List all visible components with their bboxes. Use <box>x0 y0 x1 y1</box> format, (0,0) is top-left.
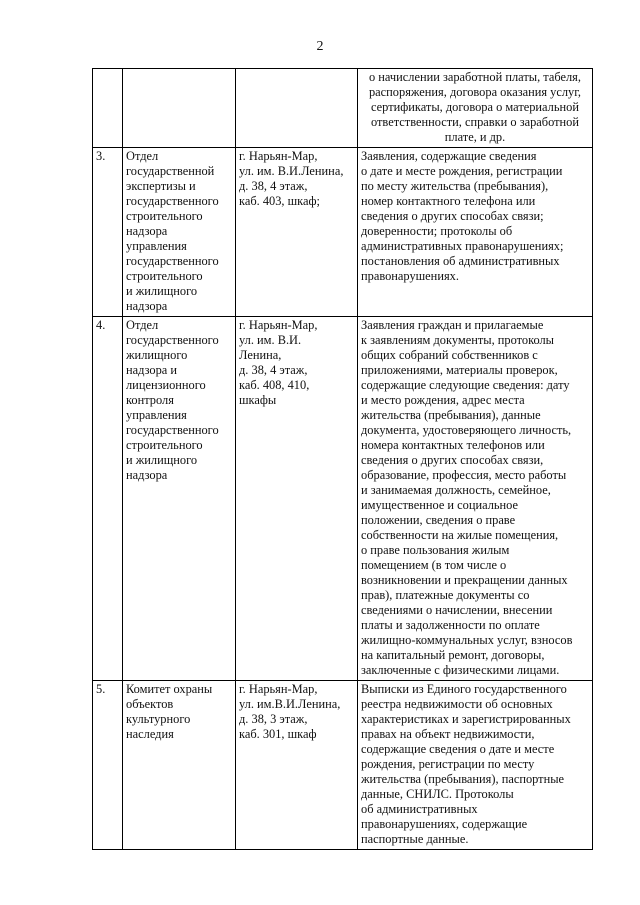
department-cell <box>123 69 236 148</box>
registry-table <box>92 68 593 850</box>
description-line: Заявления граждан и прилагаемые <box>361 318 544 332</box>
description-line: ответственности, справки о заработной <box>370 115 579 129</box>
table-row <box>93 681 593 850</box>
description-line: документа, удостоверяющего личность, <box>361 423 572 437</box>
description-line: имущественное и социальное <box>361 498 519 512</box>
registry-table-body <box>93 69 593 850</box>
department-line: надзора <box>126 224 168 238</box>
description-line: жительства (пребывания), паспортные <box>361 772 565 786</box>
address-line: д. 38, 3 этаж, <box>239 712 308 726</box>
description-line: к заявлениям документы, протоколы <box>361 333 554 347</box>
description-line: приложениями, материалы проверок, <box>361 363 558 377</box>
description-line: жительства (пребывания), данные <box>361 408 541 422</box>
department-line: и жилищного <box>126 284 198 298</box>
description-line: номер контактного телефона или <box>361 194 536 208</box>
address-line: каб. 301, шкаф <box>239 727 317 741</box>
description-line: платы и задолженности по оплате <box>361 618 540 632</box>
department-line: строительного <box>126 269 203 283</box>
description-line: прав), платежные документы со <box>361 588 530 602</box>
address-cell <box>236 681 358 850</box>
description-line: сведения о других способах связи, <box>361 453 544 467</box>
department-line: объектов <box>126 697 174 711</box>
department-line: надзора <box>126 299 168 313</box>
department-line: государственного <box>126 194 219 208</box>
description-line: сертификаты, договора о материальной <box>371 100 579 114</box>
description-line: рождения, регистрации по месту <box>361 757 535 771</box>
department-cell <box>123 317 236 681</box>
row-number-cell: 4. <box>93 317 123 681</box>
department-line: жилищного <box>126 348 188 362</box>
department-line: Отдел <box>126 318 159 332</box>
department-cell <box>123 148 236 317</box>
description-line: правах на объект недвижимости, <box>361 727 535 741</box>
description-line: образование, профессия, место работы <box>361 468 567 482</box>
department-line: государственного <box>126 254 219 268</box>
description-line: о дате и месте рождения, регистрации <box>361 164 563 178</box>
description-line: административных правонарушениях; <box>361 239 564 253</box>
address-line: шкафы <box>239 393 277 407</box>
description-line: помещением (в том числе о <box>361 558 507 572</box>
description-line: о начислении заработной платы, табеля, <box>369 70 581 84</box>
department-line: строительного <box>126 438 203 452</box>
description-line: Выписки из Единого государственного <box>361 682 567 696</box>
page-number: 2 <box>316 39 324 54</box>
description-line: реестра недвижимости об основных <box>361 697 553 711</box>
department-line: строительного <box>126 209 203 223</box>
description-line: и место рождения, адрес места <box>361 393 525 407</box>
description-line: сведениями о начислении, внесении <box>361 603 553 617</box>
description-line: заключенные с физическими лицами. <box>361 663 560 677</box>
department-line: культурного <box>126 712 191 726</box>
row-number-cell: 3. <box>93 148 123 317</box>
description-cell <box>358 148 593 317</box>
description-line: плате, и др. <box>444 130 506 144</box>
department-line: экспертизы и <box>126 179 196 193</box>
row-number-cell: 5. <box>93 681 123 850</box>
description-line: постановления об административных <box>361 254 560 268</box>
description-line: общих собраний собственников с <box>361 348 538 362</box>
description-line: содержащие следующие сведения: дату <box>361 378 570 392</box>
description-line: доверенности; протоколы об <box>361 224 513 238</box>
address-line: г. Нарьян-Мар, <box>239 682 318 696</box>
department-line: и жилищного <box>126 453 198 467</box>
description-line: паспортные данные. <box>361 832 469 846</box>
address-cell <box>236 317 358 681</box>
table-row <box>93 148 593 317</box>
department-line: управления <box>126 239 187 253</box>
department-line: наследия <box>126 727 174 741</box>
description-line: сведения о других способах связи; <box>361 209 544 223</box>
description-line: данные, СНИЛС. Протоколы <box>361 787 514 801</box>
department-line: государственного <box>126 423 219 437</box>
description-line: по месту жительства (пребывания), <box>361 179 549 193</box>
department-line: государственного <box>126 333 219 347</box>
department-line: надзора и <box>126 363 178 377</box>
department-line: надзора <box>126 468 168 482</box>
department-line: Отдел <box>126 149 159 163</box>
description-line: правонарушениях. <box>361 269 459 283</box>
description-line: номера контактных телефонов или <box>361 438 545 452</box>
description-line: собственности на жилые помещения, <box>361 528 559 542</box>
description-line: жилищно-коммунальных услуг, взносов <box>361 633 573 647</box>
department-line: государственной <box>126 164 215 178</box>
address-line: каб. 408, 410, <box>239 378 310 392</box>
address-line: Ленина, <box>239 348 282 362</box>
description-line: распоряжения, договора оказания услуг, <box>368 85 582 99</box>
department-line: управления <box>126 408 187 422</box>
description-line: об административных <box>361 802 478 816</box>
address-line: д. 38, 4 этаж, <box>239 179 308 193</box>
address-line: ул. им. В.И. <box>239 333 302 347</box>
description-line: возникновении и прекращении данных <box>361 573 568 587</box>
description-line: Заявления, содержащие сведения <box>361 149 537 163</box>
address-cell <box>236 148 358 317</box>
address-line: г. Нарьян-Мар, <box>239 149 318 163</box>
table-row <box>93 317 593 681</box>
description-line: правонарушениях, содержащие <box>361 817 528 831</box>
description-line: положении, сведения о праве <box>361 513 516 527</box>
description-cell <box>358 317 593 681</box>
description-line: на капитальный ремонт, договоры, <box>361 648 545 662</box>
address-line: д. 38, 4 этаж, <box>239 363 308 377</box>
department-line: лицензионного <box>126 378 206 392</box>
description-line: о праве пользования жилым <box>361 543 510 557</box>
description-line: характеристиках и зарегистрированных <box>361 712 571 726</box>
address-line: ул. им.В.И.Ленина, <box>239 697 341 711</box>
description-line: содержащие сведения о дате и месте <box>361 742 555 756</box>
department-line: Комитет охраны <box>126 682 213 696</box>
address-cell <box>236 69 358 148</box>
row-number-cell <box>93 69 123 148</box>
department-cell <box>123 681 236 850</box>
description-line: и занимаемая должность, семейное, <box>361 483 551 497</box>
table-row <box>93 69 593 148</box>
description-cell <box>358 69 593 148</box>
department-line: контроля <box>126 393 174 407</box>
address-line: ул. им. В.И.Ленина, <box>239 164 344 178</box>
address-line: каб. 403, шкаф; <box>239 194 320 208</box>
description-cell <box>358 681 593 850</box>
address-line: г. Нарьян-Мар, <box>239 318 318 332</box>
